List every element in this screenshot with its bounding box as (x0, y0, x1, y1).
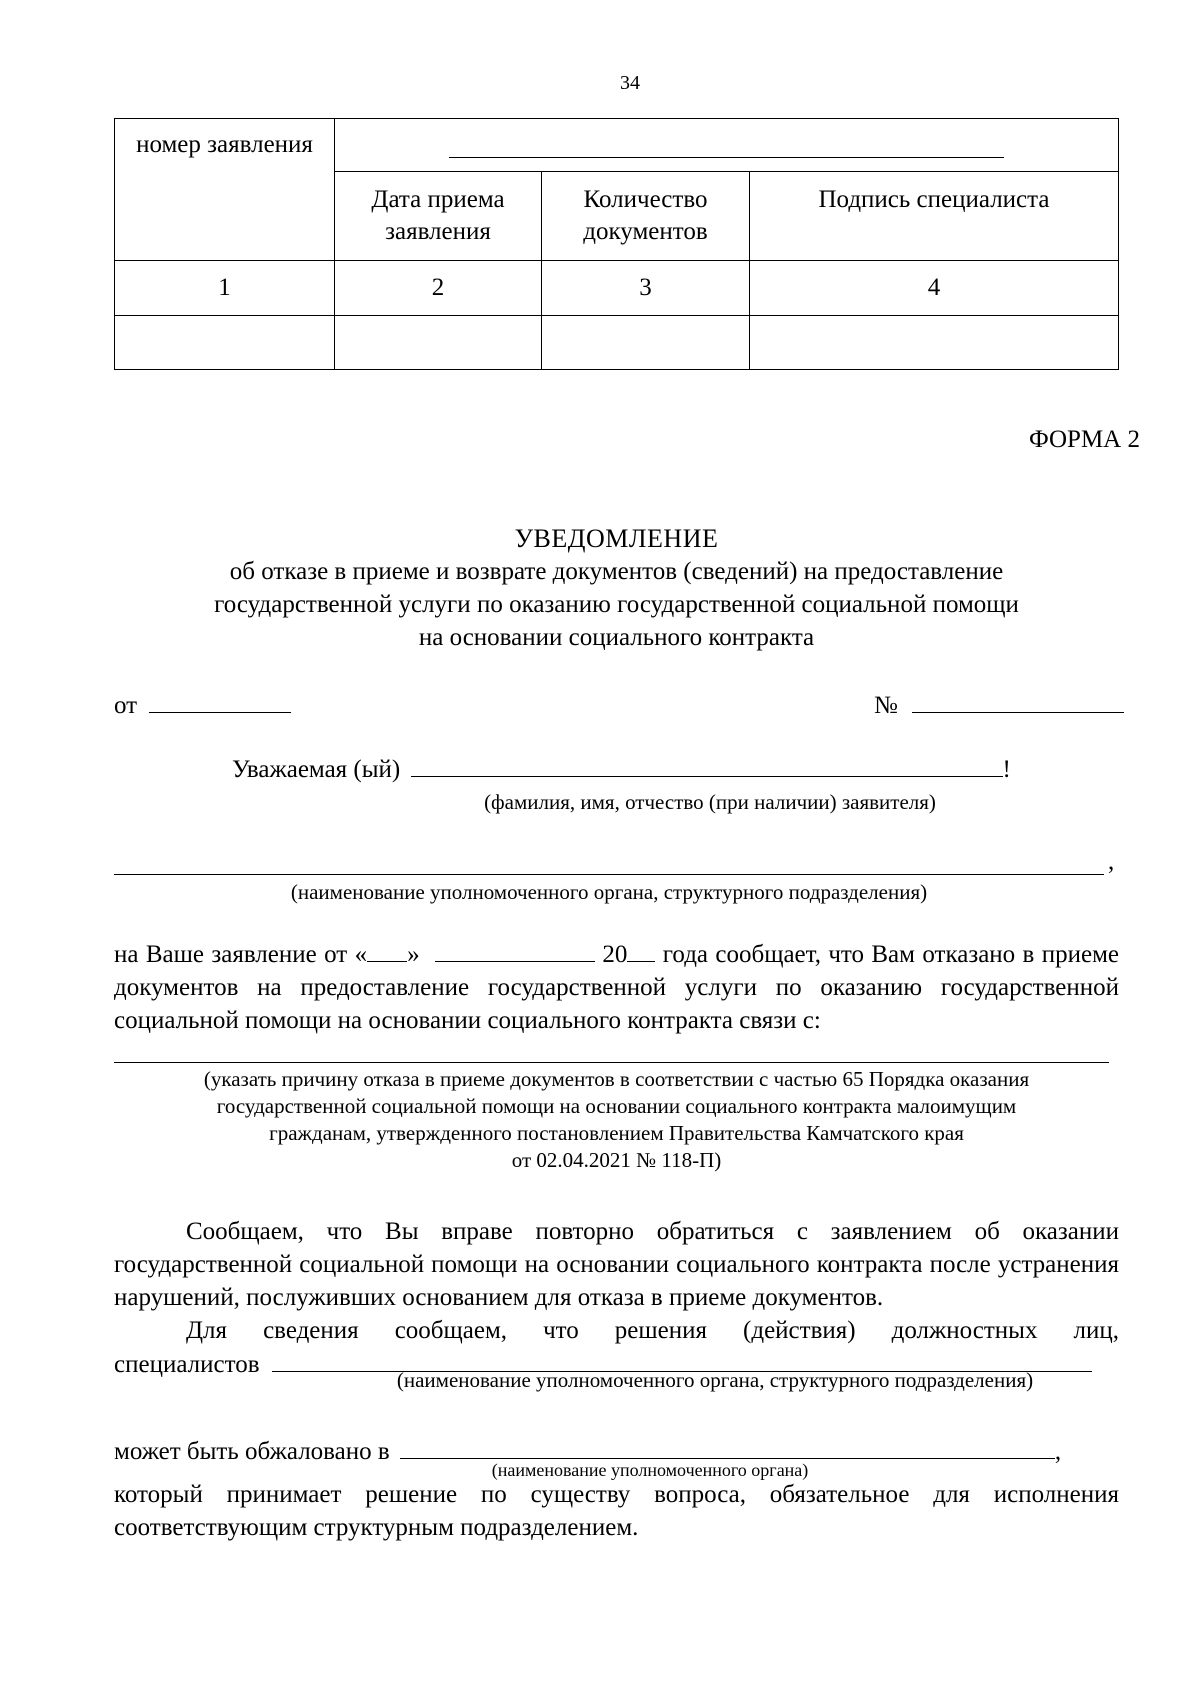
notice-heading (114, 522, 1119, 654)
application-number-label: номер заявления (136, 131, 313, 158)
year-field[interactable] (627, 937, 655, 962)
col-signature-header: Подпись специалиста (750, 172, 1119, 261)
refusal-paragraph: на Ваше заявление от « » 20 года сообщает, что Вам отказано в приеме документов на предоставление государственной услуги по оказанию государственной социальной помощи на основании социального контракта связи с: (114, 937, 1119, 1037)
greeting-exclamation: ! (1002, 756, 1011, 783)
entry-cell-number[interactable] (115, 316, 335, 370)
form-label: ФОРМА 2 (1028, 426, 1140, 453)
notice-subtitle-line: на основании социального контракта (418, 624, 815, 651)
comma: , (1108, 848, 1115, 875)
application-number-header (115, 119, 335, 261)
refusal-reason-field[interactable] (114, 1052, 1109, 1063)
applicant-name-field[interactable] (411, 752, 1003, 777)
application-number-field[interactable] (335, 119, 1119, 172)
appeal-paragraph: Для сведения сообщаем, что решения (действия) должностных лиц, специалистов (114, 1317, 1119, 1378)
page-number: 34 (620, 72, 640, 94)
entry-cell-count[interactable] (542, 316, 750, 370)
organization-hint: (наименование уполномоченного органа, структурного подразделения) (290, 880, 928, 904)
reapply-paragraph: Сообщаем, что Вы вправе повторно обратиться с заявлением об оказании государственной социальной помощи на основании социального контракта после устранения нарушений, послуживших основанием для отказа в приеме документов. (114, 1218, 1119, 1311)
greeting-line (232, 752, 1011, 784)
closing-paragraph: который принимает решение по существу вопроса, обязательное для исполнения соответствующим структурным подразделением. (114, 1481, 1119, 1541)
number-label: № (874, 692, 898, 719)
appeal-authority-hint: (наименование уполномоченного органа) (491, 1460, 809, 1480)
month-field[interactable] (435, 937, 595, 962)
col-date-header: Дата приема заявления (335, 172, 542, 261)
day-field[interactable] (367, 937, 407, 962)
appeal-target-line: может быть обжаловано в , (114, 1434, 1119, 1468)
index-cell: 3 (542, 261, 750, 316)
index-cell: 2 (335, 261, 542, 316)
col-count-header: Количество документов (542, 172, 750, 261)
organization-field[interactable] (114, 858, 1104, 875)
entry-cell-date[interactable] (335, 316, 542, 370)
appeal-authority-field[interactable] (400, 1434, 1055, 1459)
refusal-reason-hint: (указать причину отказа в приеме документов в соответствии с частью 65 Порядка оказания государственной социальной помощи на основании социального контракта малоимущим гражданам, утвержденного постановлением Правительства Камчатского края от 02.04.2021 № 118-П) (203, 1067, 1030, 1172)
entry-cell-signature[interactable] (750, 316, 1119, 370)
notice-subtitle-line: государственной услуги по оказанию государственной социальной помощи (214, 591, 1019, 618)
from-label: от (114, 692, 138, 719)
notice-number-field[interactable] (912, 688, 1124, 713)
notice-title: УВЕДОМЛЕНИЕ (514, 524, 719, 553)
application-register-table (114, 118, 1119, 370)
index-cell: 1 (115, 261, 335, 316)
index-cell: 4 (750, 261, 1119, 316)
date-field[interactable] (149, 688, 291, 713)
application-number-line (449, 157, 1004, 158)
specialists-org-hint: (наименование уполномоченного органа, структурного подразделения) (396, 1368, 1034, 1392)
greeting-label: Уважаемая (ый) (232, 756, 401, 783)
notice-subtitle-line: об отказе в приеме и возврате документов (сведений) на предоставление (229, 558, 1004, 585)
date-row (114, 688, 291, 720)
applicant-name-hint: (фамилия, имя, отчество (при наличии) заявителя) (484, 790, 936, 814)
number-row (874, 688, 1124, 720)
